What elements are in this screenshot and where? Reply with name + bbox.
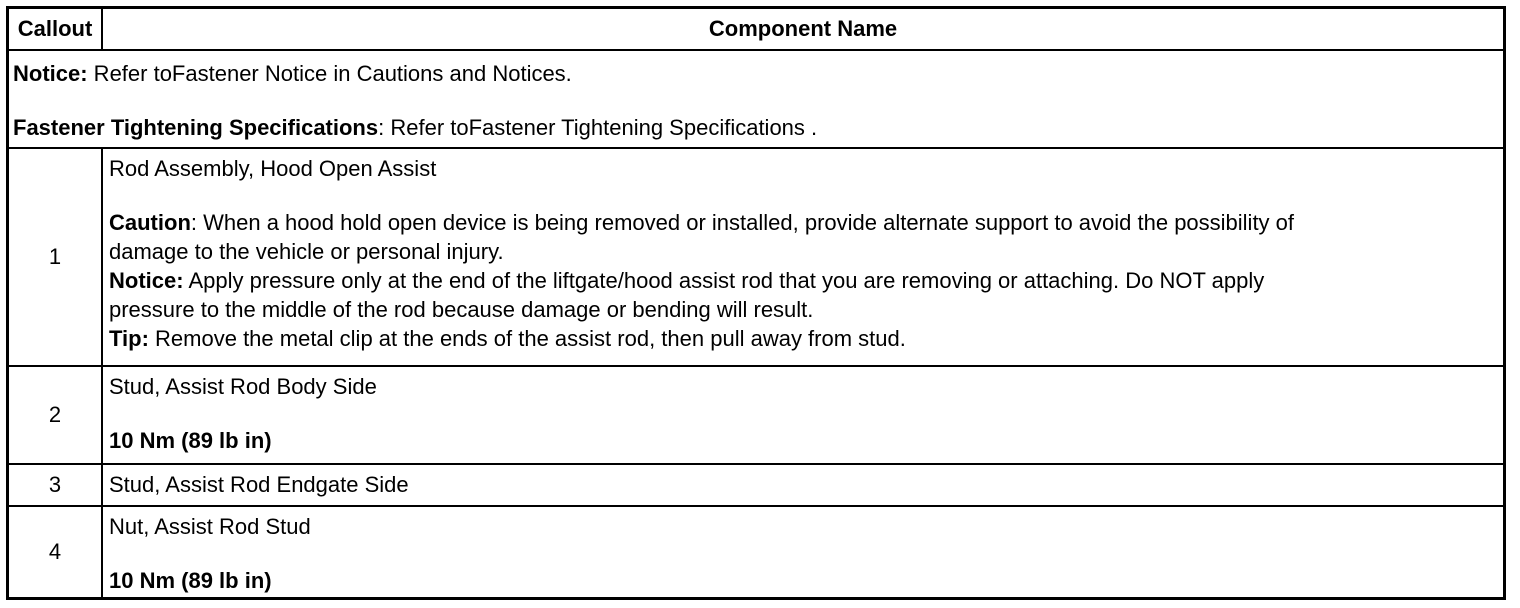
spec-label: Fastener Tightening Specifications	[13, 115, 379, 140]
table-header-row	[9, 9, 1503, 49]
notice-cell	[9, 51, 1503, 147]
tip-label: Tip:	[109, 326, 149, 351]
notice-line	[109, 266, 1497, 295]
notice-label: Notice:	[109, 268, 184, 293]
fastener-notice-line	[13, 59, 1499, 88]
component-name: Nut, Assist Rod Stud	[109, 514, 311, 539]
spec-colon: :	[378, 115, 385, 140]
torque-spec: 10 Nm (89 lb in)	[109, 428, 272, 453]
component-name: Rod Assembly, Hood Open Assist	[109, 156, 437, 181]
caution-label: Caution	[109, 210, 191, 235]
caution-text-cont: damage to the vehicle or personal injury.	[109, 239, 504, 264]
table-row	[9, 365, 1503, 463]
component-name-header: Component Name	[708, 16, 898, 41]
table-row	[9, 463, 1503, 505]
notice-text: Refer toFastener Notice in Cautions and Notices.	[87, 61, 572, 86]
callout-cell: 4	[9, 507, 103, 597]
callout-cell: 1	[9, 149, 103, 365]
callout-cell: 2	[9, 367, 103, 463]
table-row	[9, 147, 1503, 365]
table-row	[9, 505, 1503, 597]
notice-text: Apply pressure only at the end of the liftgate/hood assist rod that you are removing or attaching. Do NOT apply	[183, 268, 1265, 293]
component-table	[6, 6, 1506, 600]
tip-text: Remove the metal clip at the ends of the assist rod, then pull away from stud.	[148, 326, 906, 351]
component-cell	[103, 465, 1503, 505]
notice-text-cont: pressure to the middle of the rod because damage or bending will result.	[109, 297, 814, 322]
spec-text: Refer toFastener Tightening Specifications .	[384, 115, 818, 140]
notice-label: Notice:	[13, 61, 88, 86]
component-cell	[103, 507, 1503, 597]
fastener-spec-line	[13, 113, 1499, 142]
caution-text: When a hood hold open device is being removed or installed, provide alternate support to avoid the possibility of	[197, 210, 1295, 235]
component-name: Stud, Assist Rod Endgate Side	[109, 472, 409, 497]
component-name: Stud, Assist Rod Body Side	[109, 374, 377, 399]
tip-line	[109, 324, 1497, 353]
notice-row	[9, 49, 1503, 147]
component-cell	[103, 367, 1503, 463]
caution-colon: :	[190, 210, 198, 235]
torque-spec: 10 Nm (89 lb in)	[109, 568, 272, 593]
callout-header: Callout	[9, 9, 103, 49]
component-cell	[103, 149, 1503, 365]
callout-cell: 3	[9, 465, 103, 505]
caution-line	[109, 208, 1497, 237]
